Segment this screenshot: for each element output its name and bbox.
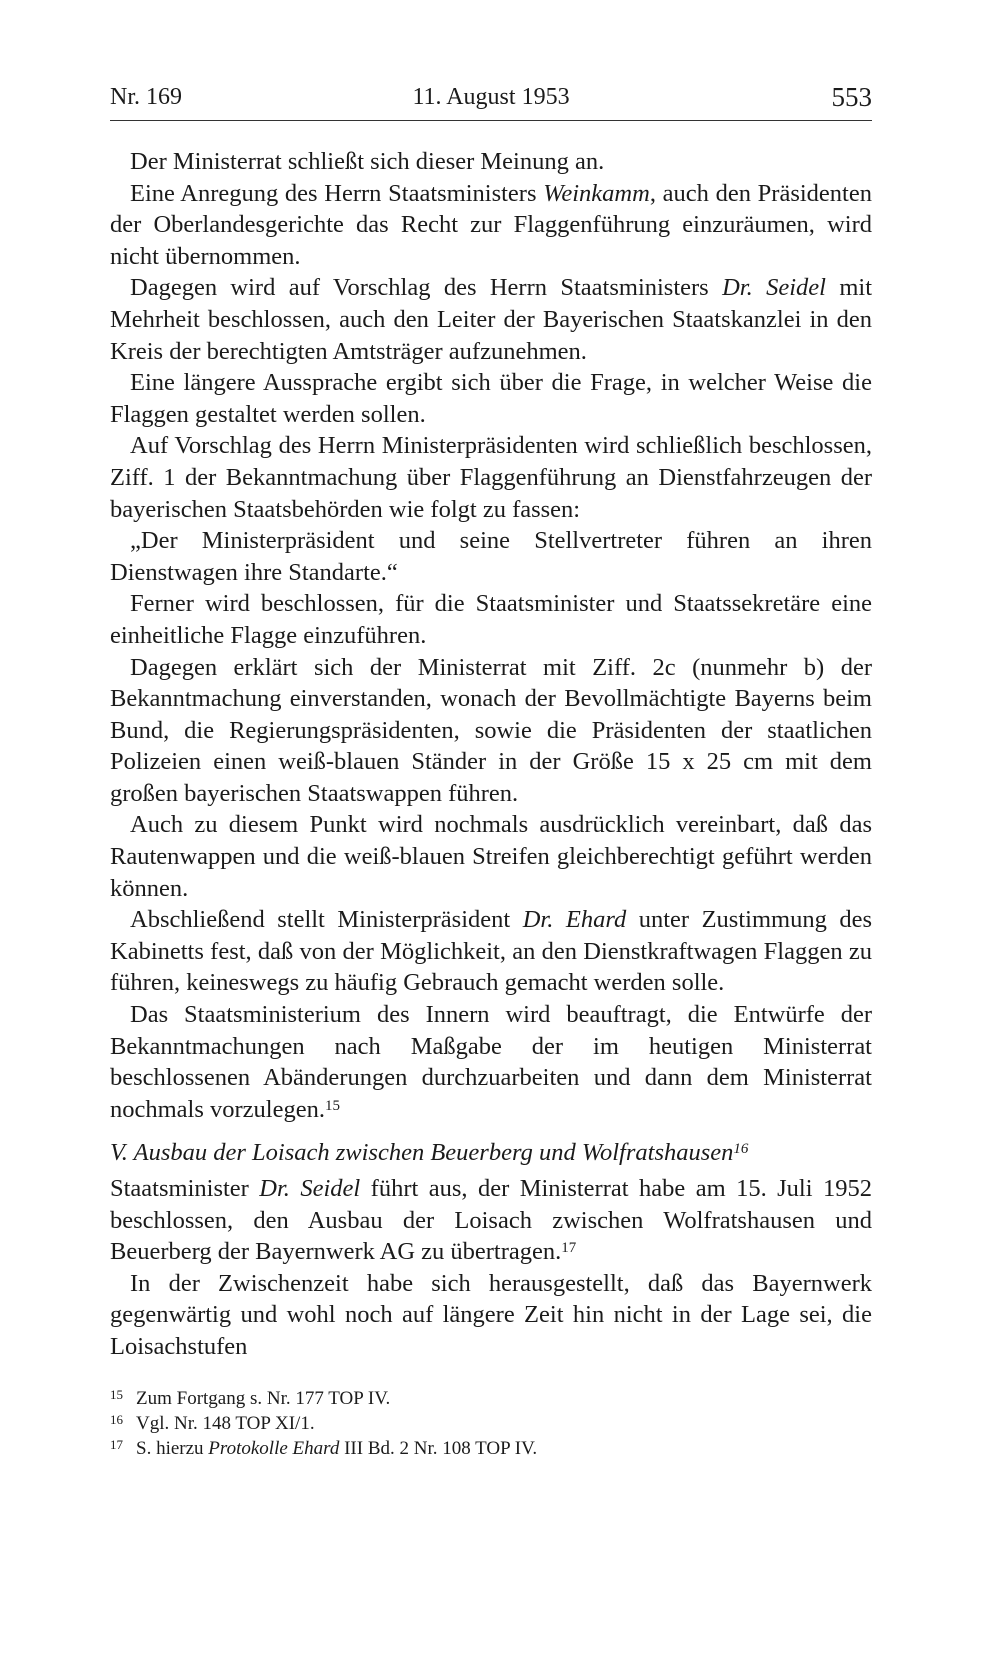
footnote-number: 15 — [110, 1387, 123, 1402]
footnote-reference: 15 — [325, 1097, 340, 1114]
italic-text: V. Ausbau der Loisach zwischen Beuerberg und Wolfratshausen — [110, 1139, 734, 1167]
text-run: S. hierzu — [136, 1438, 209, 1459]
text-run: Ferner wird beschlossen, für die Staatsminister und Staatssekretäre eine einheitliche Flagge einzuführen. — [110, 590, 872, 649]
text-run: Auf Vorschlag des Herrn Ministerpräsidenten wird schließlich beschlossen, Ziff. 1 der Bekanntmachung über Flaggenführung an Dienstfahrzeugen der bayerischen Staatsbehörden wie folgt zu fassen: — [110, 432, 872, 523]
italic-text: Dr. Seidel — [259, 1175, 361, 1202]
italic-text: Weinkamm — [543, 179, 650, 207]
text-run: „Der Ministerpräsident und seine Stellvertreter führen an ihren Dienstwagen ihre Standarte.“ — [110, 527, 872, 586]
footnote-text — [136, 1436, 537, 1461]
footnote-reference: 16 — [733, 1141, 749, 1158]
footnote-number: 17 — [110, 1437, 123, 1452]
paragraph — [110, 525, 872, 588]
text-run: Auch zu diesem Punkt wird nochmals ausdrücklich vereinbart, daß das Rautenwappen und die weiß-blauen Streifen gleichberechtigt geführt werden können. — [110, 811, 872, 902]
paragraph — [110, 178, 872, 273]
text-run: Abschließend stellt Ministerpräsident — [130, 906, 523, 934]
paragraph — [110, 588, 872, 651]
italic-text: Dr. Seidel — [722, 274, 826, 302]
running-header — [110, 80, 872, 121]
section-heading — [110, 1137, 872, 1169]
italic-text: Dr. Ehard — [522, 906, 627, 934]
header-page-number: 553 — [831, 82, 872, 112]
paragraph — [110, 904, 872, 999]
italic-text: Protokolle Ehard — [208, 1438, 340, 1459]
footnote — [110, 1386, 872, 1411]
text-run: Dagegen erklärt sich der Ministerrat mit Ziff. 2c (nunmehr b) der Bekanntmachung einverstanden, wonach der Bevollmächtigte Bayerns beim Bund, die Regierungspräsidenten, sowie die Präsidenten der staatlichen Polizeien einen weiß-blauen Ständer in der Größe 15 x 25 cm mit dem großen bayerischen Staatswappen führen. — [110, 653, 872, 807]
header-document-number: Nr. 169 — [110, 84, 182, 110]
paragraph — [110, 430, 872, 525]
text-run: , auch den Präsidenten der Oberlandesgerichte das Recht zur Flaggenführung einzuräumen, wird nicht übernommen. — [110, 179, 872, 270]
text-run: unter Zustimmung des Kabinetts fest, daß von der Möglichkeit, an den Dienstkraftwagen Flaggen zu führen, keineswegs zu häufig Gebrauch gemacht werden solle. — [110, 906, 872, 997]
paragraph — [110, 367, 872, 430]
paragraph — [110, 1268, 872, 1363]
footnote-reference: 17 — [561, 1240, 577, 1257]
header-date: 11. August 1953 — [412, 84, 570, 110]
main-text — [110, 146, 872, 1363]
text-run: Der Ministerrat schließt sich dieser Meinung an. — [130, 148, 605, 175]
paragraph — [110, 652, 872, 810]
text-run: Eine längere Aussprache ergibt sich über die Frage, in welcher Weise die Flaggen gestaltet werden sollen. — [110, 369, 872, 428]
paragraph — [110, 146, 872, 178]
text-run: mit Mehrheit beschlossen, auch den Leiter der Bayerischen Staatskanzlei in den Kreis der berechtigten Amtsträger aufzunehmen. — [110, 274, 873, 365]
text-run: Zum Fortgang s. Nr. 177 TOP IV. — [136, 1388, 391, 1409]
text-run: Dagegen wird auf Vorschlag des Herrn Staatsministers — [130, 274, 723, 302]
footnote — [110, 1411, 872, 1436]
text-run: führt aus, der Ministerrat habe am 15. Juli 1952 beschlossen, den Ausbau der Loisach zwischen Wolfratshausen und Beuerberg der Bayernwerk AG zu übertragen. — [110, 1175, 872, 1266]
footnote-text — [136, 1411, 315, 1436]
paragraph — [110, 272, 872, 367]
text-run: Eine Anregung des Herrn Staatsministers — [130, 179, 544, 207]
text-run: III Bd. 2 Nr. 108 TOP IV. — [339, 1438, 538, 1459]
footnotes — [110, 1386, 872, 1461]
paragraph — [110, 809, 872, 904]
text-run: Vgl. Nr. 148 TOP XI/1. — [136, 1413, 315, 1434]
footnote-text — [136, 1386, 390, 1411]
paragraph — [110, 1173, 872, 1268]
text-run: Das Staatsministerium des Innern wird beauftragt, die Entwürfe der Bekanntmachungen nach Maßgabe der im heutigen Ministerrat beschlossenen Abänderungen durchzuarbeiten und dann dem Ministerrat nochmals vorzulegen. — [110, 1001, 872, 1123]
text-run: In der Zwischenzeit habe sich herausgestellt, daß das Bayernwerk gegenwärtig und wohl noch auf längere Zeit hin nicht in der Lage sei, die Loisachstufen — [110, 1269, 872, 1360]
paragraph — [110, 999, 872, 1125]
text-run: Staatsminister — [110, 1175, 260, 1202]
footnote-number: 16 — [110, 1412, 123, 1427]
footnote — [110, 1436, 872, 1461]
